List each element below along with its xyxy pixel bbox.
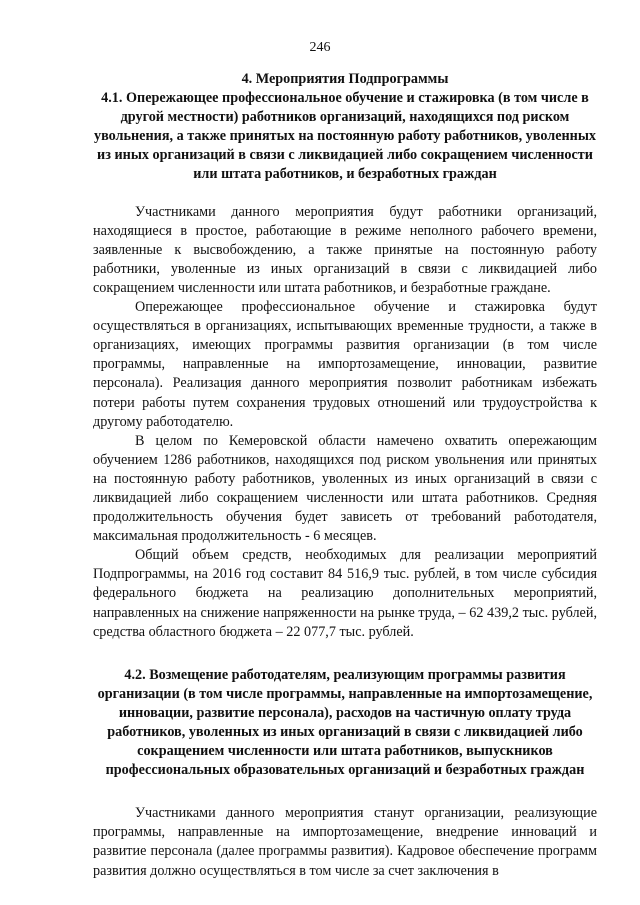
- subsection-4-2-title: 4.2. Возмещение работодателям, реализующим программы развития организации (в том числе программы, направленные на импортозамещение, инновации, развитие персонала), расходов на частичную оплату труда работников, уволенных из иных организаций в связи с ликвидацией либо сокращением численности или штата работников, выпускников профессиональных образовательных организаций и безработных граждан: [97, 666, 593, 779]
- paragraph: Опережающее профессиональное обучение и стажировка будут осуществляться в организациях, испытывающих временные трудности, а также в организациях, имеющих программы развития организации (в том числе программы, направленные на импортозамещение, инновации, развитие персонала). Реализация данного мероприятия позволит работникам избежать потери работы путем сохранения трудовых отношений или трудоустройства к другому работодателю.: [93, 299, 597, 430]
- section-title: 4. Мероприятия Подпрограммы: [241, 71, 449, 87]
- paragraph: В целом по Кемеровской области намечено охватить опережающим обучением 1286 работников, находящихся под риском увольнения или принятых на постоянную работу работников, уволенных из иных организаций в связи с ликвидацией либо сокращением численности или штата работников. Средняя продолжительность обучения будет зависеть от требований работодателя, максимальная продолжительность - 6 месяцев.: [93, 432, 597, 545]
- paragraph: Участниками данного мероприятия будут работники организаций, находящиеся в простое, работающие в режиме неполного рабочего времени, заявленные к высвобождению, а также принятые на постоянную работу работники, уволенные из иных организаций в связи с ликвидацией либо сокращением численности или штата работников, и безработные граждане.: [93, 203, 597, 296]
- subsection-4-1-title: 4.1. Опережающее профессиональное обучение и стажировка (в том числе в другой местности) работников организаций, находящихся под риском увольнения, а также принятых на постоянную работу работников, уволенных из иных организаций в связи с ликвидацией либо сокращением численности или штата работников, и безработных граждан: [93, 90, 597, 183]
- paragraph: Участниками данного мероприятия станут организации, реализующие программы, направленные на импортозамещение, внедрение инноваций и развитие персонала (далее программы развития). Кадровое обеспечение программ развития должно осуществляться в том числе за счет заключения в: [93, 805, 597, 879]
- paragraph: Общий объем средств, необходимых для реализации мероприятий Подпрограммы, на 2016 год составит 84 516,9 тыс. рублей, в том числе субсидия федерального бюджета на реализацию дополнительных мероприятий, направленных на снижение напряженности на рынке труда, – 62 439,2 тыс. рублей, средства областного бюджета – 22 077,7 тыс. рублей.: [93, 547, 597, 640]
- document-body: [93, 70, 597, 881]
- page-number: 246: [309, 40, 331, 55]
